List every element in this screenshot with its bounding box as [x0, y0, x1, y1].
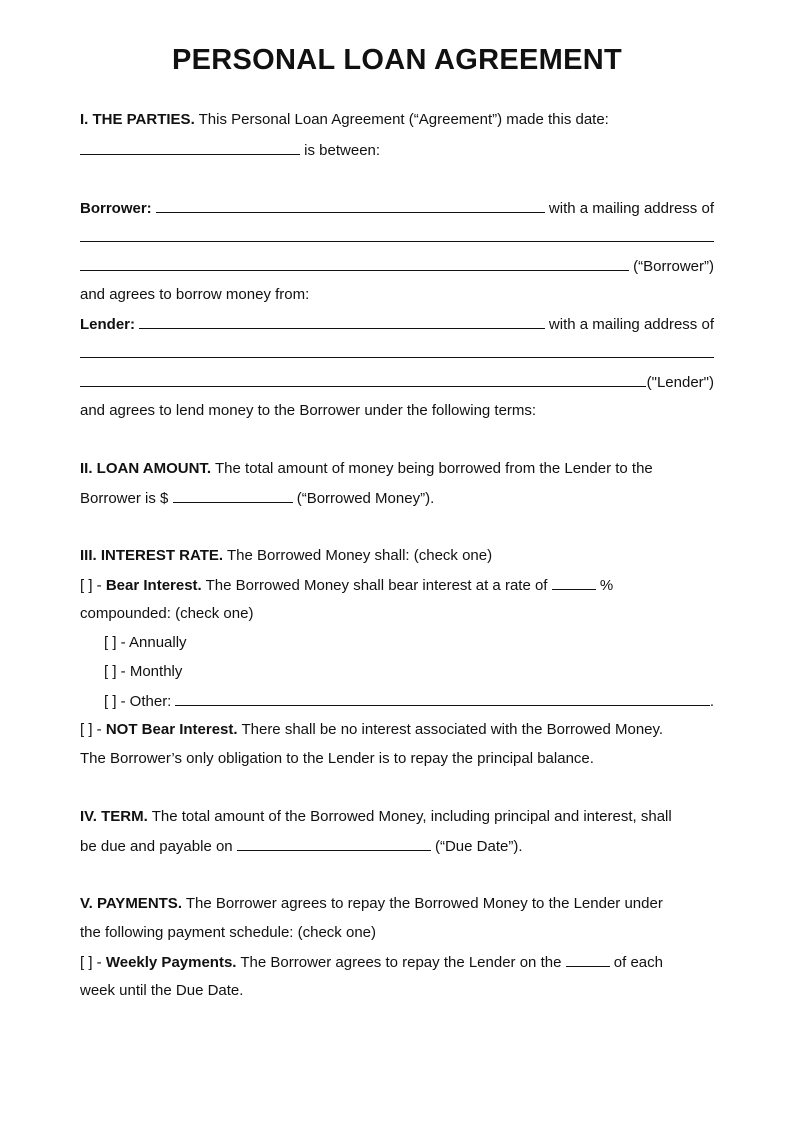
- document-title: PERSONAL LOAN AGREEMENT: [172, 44, 622, 76]
- payments-text: The Borrower agrees to repay the Borrowed Money to the Lender under: [185, 895, 663, 912]
- borrower-address-field-1[interactable]: [80, 227, 714, 242]
- loan-amount-line-1: [80, 459, 653, 479]
- due-payable-text: be due and payable on: [80, 838, 233, 855]
- borrower-is-text: Borrower is $: [80, 490, 169, 507]
- not-bear-interest-checkbox[interactable]: [ ] -: [80, 721, 102, 738]
- lender-name-field[interactable]: [139, 314, 545, 329]
- annually-option: [104, 633, 187, 653]
- payments-line-1: [80, 894, 663, 914]
- loan-amount-text: The total amount of money being borrowed from the Lender to the: [215, 460, 653, 477]
- borrower-tag: (“Borrower”): [633, 258, 714, 275]
- not-bear-interest-label: NOT Bear Interest.: [105, 721, 238, 738]
- lender-tag: ("Lender"): [646, 374, 714, 391]
- percent-sign: %: [599, 577, 614, 594]
- interest-intro-text: The Borrowed Money shall: (check one): [226, 547, 493, 564]
- borrowed-money-tag: (“Borrowed Money”).: [296, 490, 435, 507]
- interest-rate-field[interactable]: [552, 575, 596, 590]
- borrower-name-field[interactable]: [156, 198, 545, 213]
- agreement-date-line: [80, 140, 380, 161]
- obligation-line: The Borrower’s only obligation to the Lender is to repay the principal balance.: [80, 750, 594, 767]
- term-line-1: [80, 807, 672, 827]
- payments-heading: V. PAYMENTS.: [80, 895, 182, 912]
- term-text: The total amount of the Borrowed Money, including principal and interest, shall: [151, 808, 672, 825]
- lender-line: [80, 314, 714, 335]
- borrower-address-line-1: [80, 227, 714, 242]
- loan-amount-heading: II. LOAN AMOUNT.: [80, 460, 212, 477]
- other-field[interactable]: [175, 691, 709, 706]
- bear-interest-line: [80, 575, 613, 596]
- interest-heading: III. INTEREST RATE.: [80, 547, 224, 564]
- loan-amount-line-2: [80, 488, 434, 509]
- parties-intro-text: This Personal Loan Agreement (“Agreement”) made this date:: [198, 111, 609, 128]
- lender-address-field-2[interactable]: [80, 372, 646, 387]
- lender-address-line-1: [80, 343, 714, 358]
- bear-interest-text: The Borrowed Money shall bear interest at a rate of: [205, 577, 548, 594]
- loan-amount-field[interactable]: [173, 488, 293, 503]
- lender-mailing-text: with a mailing address of: [548, 316, 714, 333]
- agrees-to-lend-line: and agrees to lend money to the Borrower under the following terms:: [80, 402, 537, 419]
- bear-interest-label: Bear Interest.: [105, 577, 202, 594]
- parties-heading: I. THE PARTIES.: [80, 111, 195, 128]
- monthly-label: Monthly: [129, 663, 183, 680]
- compounded-line: compounded: (check one): [80, 605, 254, 622]
- weekly-payments-label: Weekly Payments.: [105, 954, 237, 971]
- payments-line-2: the following payment schedule: (check one): [80, 924, 377, 941]
- borrower-address-line-2: [80, 256, 714, 277]
- monthly-option: [104, 662, 182, 682]
- weekly-payments-line: [80, 952, 663, 973]
- borrower-line: [80, 198, 714, 219]
- lender-address-line-2: [80, 372, 714, 393]
- not-bear-interest-line: [80, 720, 663, 740]
- due-date-field[interactable]: [237, 836, 431, 851]
- borrower-label: Borrower:: [80, 200, 152, 217]
- lender-label: Lender:: [80, 316, 136, 333]
- interest-intro-line: [80, 546, 492, 566]
- other-checkbox[interactable]: [ ] -: [104, 693, 126, 710]
- weekly-payments-text: The Borrower agrees to repay the Lender on the: [240, 954, 562, 971]
- other-period: .: [709, 693, 714, 710]
- other-label: Other:: [129, 693, 172, 710]
- monthly-checkbox[interactable]: [ ] -: [104, 663, 126, 680]
- is-between-text: is between:: [304, 142, 381, 159]
- bear-interest-checkbox[interactable]: [ ] -: [80, 577, 102, 594]
- term-line-2: [80, 836, 523, 857]
- due-date-tag: (“Due Date”).: [434, 838, 523, 855]
- parties-intro-line: [80, 110, 609, 130]
- annually-label: Annually: [129, 634, 187, 651]
- weekly-day-field[interactable]: [566, 952, 610, 967]
- borrower-mailing-text: with a mailing address of: [548, 200, 714, 217]
- borrower-address-field-2[interactable]: [80, 256, 629, 271]
- annually-checkbox[interactable]: [ ] -: [104, 634, 126, 651]
- agrees-to-borrow-line: and agrees to borrow money from:: [80, 286, 310, 303]
- other-option: [104, 691, 714, 712]
- weekly-payments-checkbox[interactable]: [ ] -: [80, 954, 102, 971]
- not-bear-interest-text: There shall be no interest associated with the Borrowed Money.: [241, 721, 664, 738]
- of-each-text: of each: [613, 954, 663, 971]
- lender-address-field-1[interactable]: [80, 343, 714, 358]
- agreement-date-field[interactable]: [80, 140, 300, 155]
- weekly-until-line: week until the Due Date.: [80, 982, 244, 999]
- term-heading: IV. TERM.: [80, 808, 148, 825]
